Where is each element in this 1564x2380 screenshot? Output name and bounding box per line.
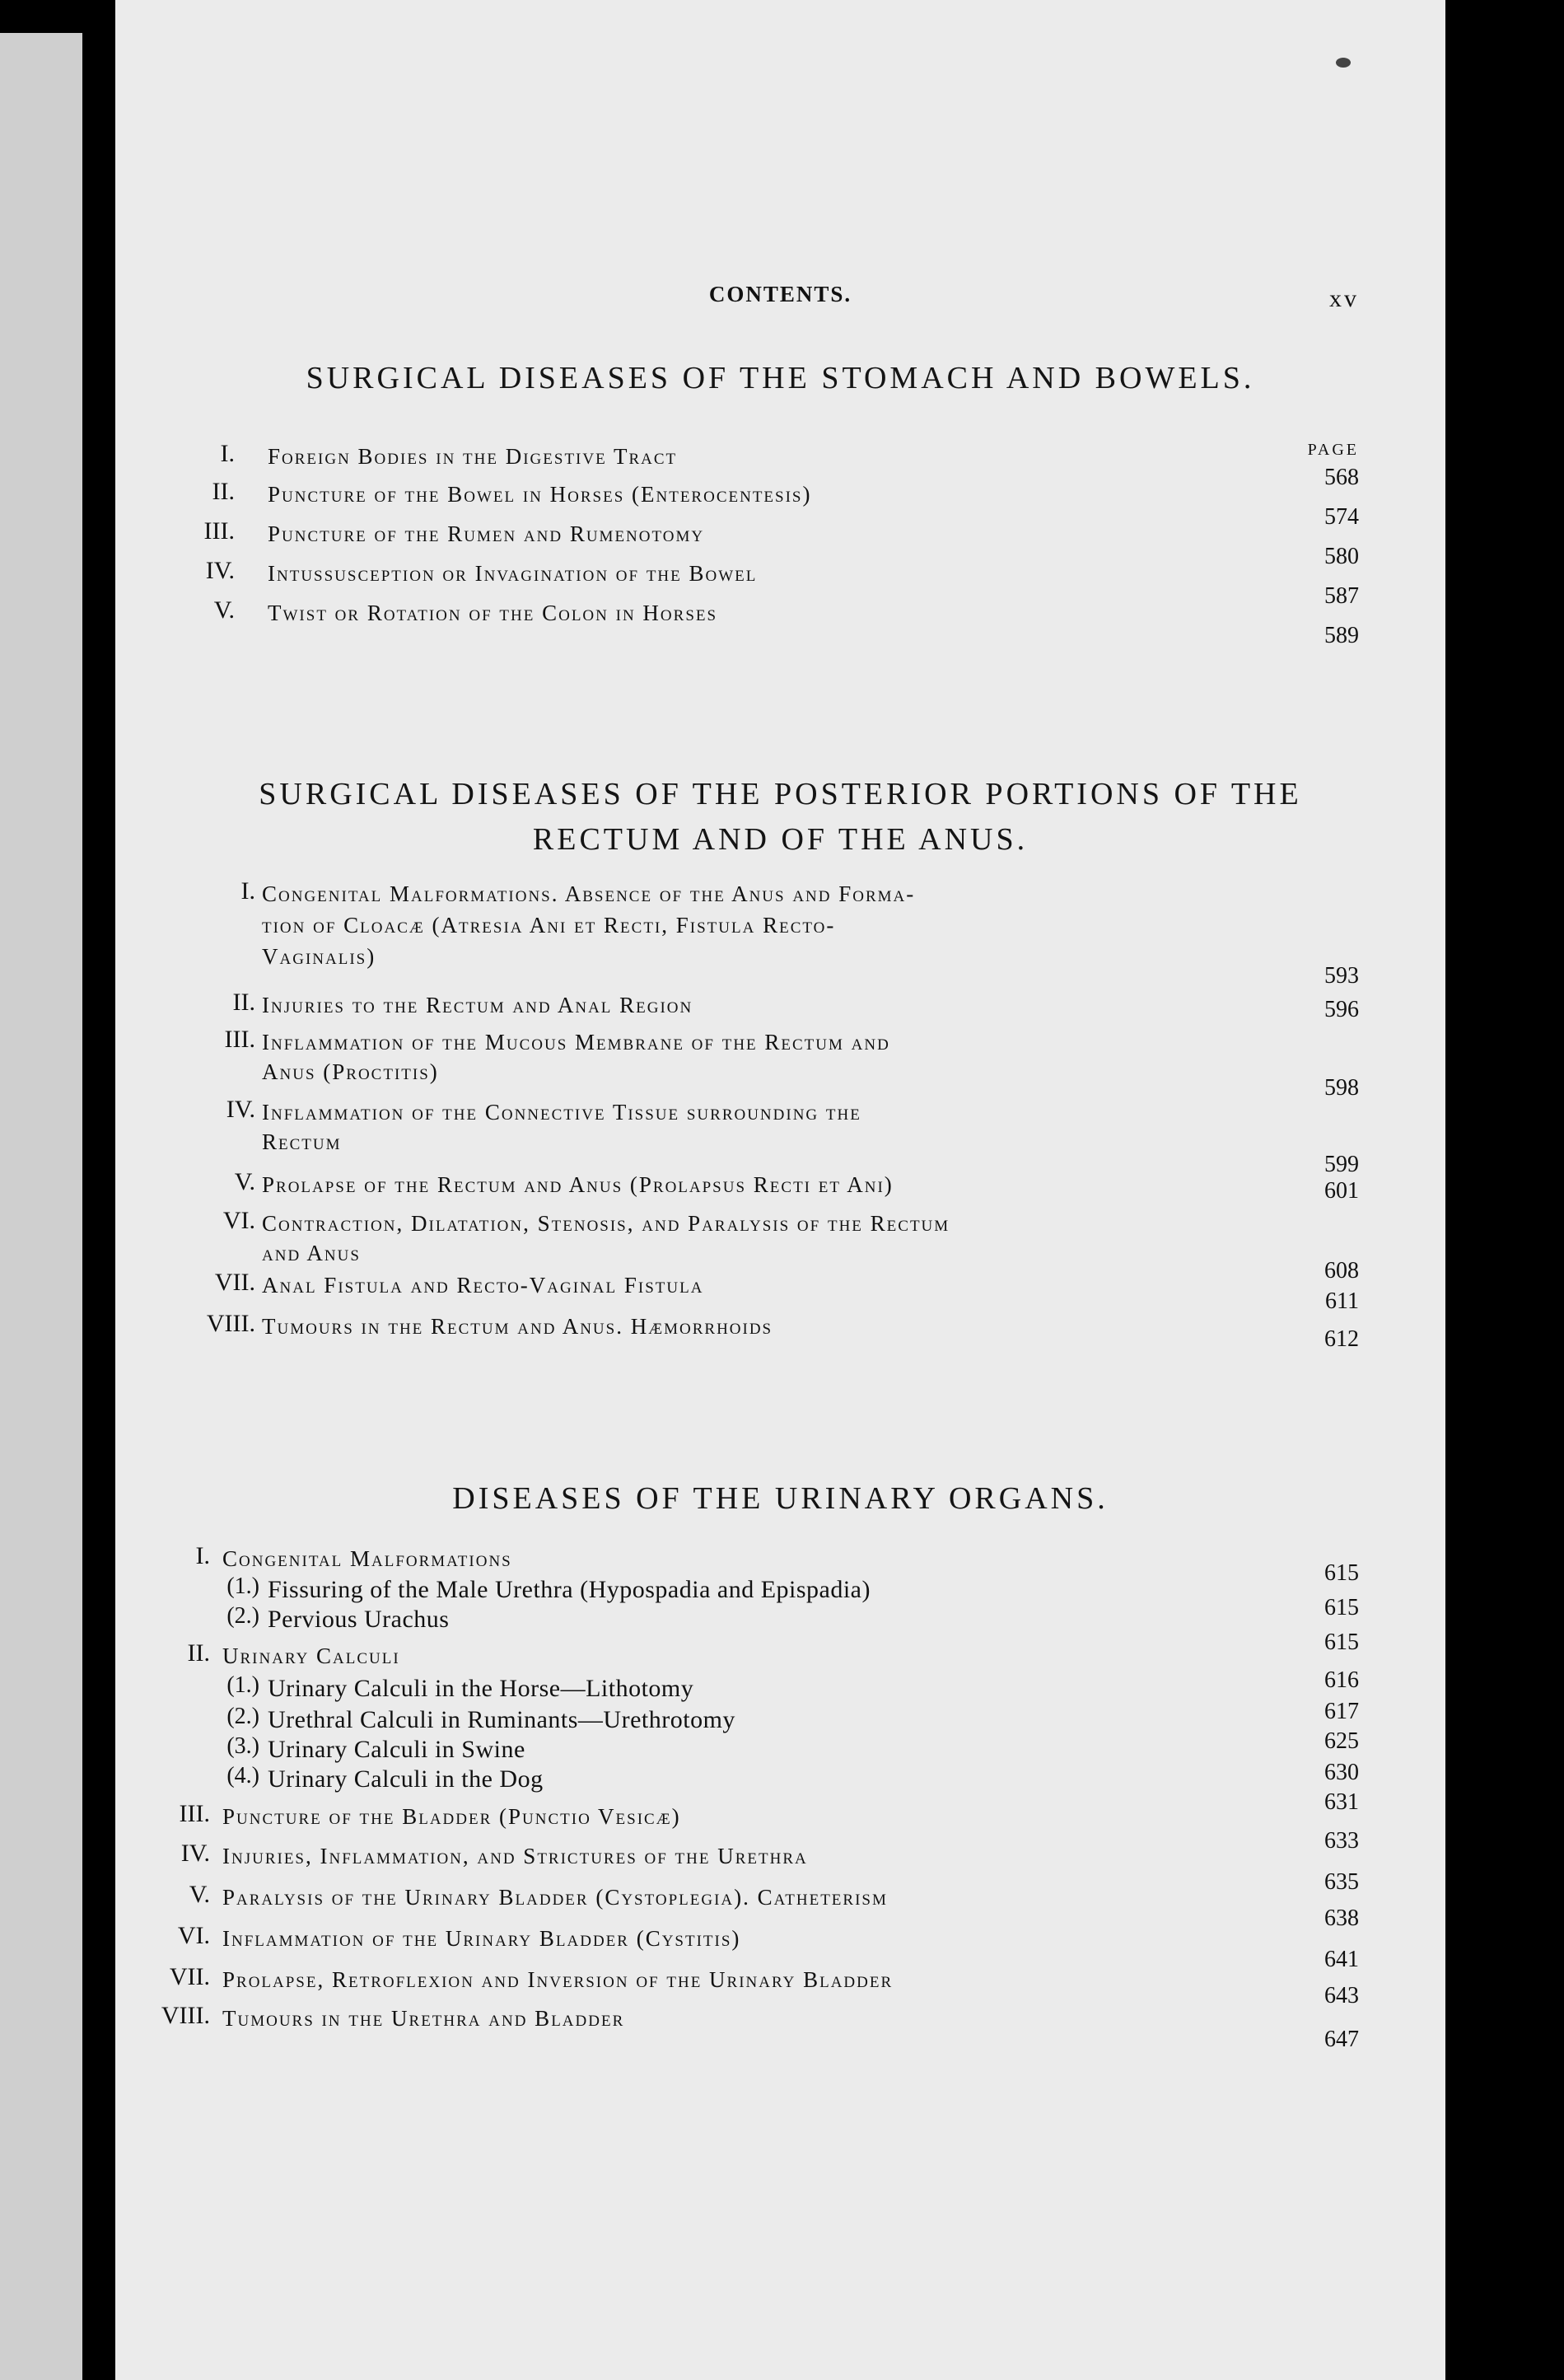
entry-title: Inflammation of the Connective Tissue surrounding the (262, 1100, 861, 1125)
entry-number: I. (240, 877, 255, 905)
entry-page: 611 (1325, 1288, 1359, 1314)
entry-number: VIII. (206, 1310, 255, 1337)
entry-page: 574 (1324, 504, 1359, 530)
entry-title: Fissuring of the Male Urethra (Hypospadia and Epispadia) (268, 1576, 871, 1603)
entry-title-continued: Rectum (262, 1129, 342, 1154)
entry-number: IV. (180, 1840, 210, 1867)
entry-page: 568 (1324, 465, 1359, 490)
entry-title: Puncture of the Bowel in Horses (Enterocentesis) (268, 482, 812, 507)
running-header (115, 282, 1445, 323)
entry-title: Inflammation of the Mucous Membrane of the Rectum and (262, 1030, 890, 1054)
entry-page: 633 (1324, 1828, 1359, 1854)
entry-page: 641 (1324, 1947, 1359, 1972)
entry-title: Congenital Malformations (222, 1546, 512, 1571)
entry-number: V. (234, 1168, 255, 1195)
entry-number: IV. (226, 1096, 255, 1123)
running-title: CONTENTS. (708, 282, 852, 306)
facing-page-edge (0, 33, 82, 2380)
entry-page: 608 (1324, 1258, 1359, 1284)
entry-page: 587 (1324, 583, 1359, 609)
entry-title: Contraction, Dilatation, Stenosis, and Paralysis of the Rectum (262, 1211, 950, 1236)
section-title-urinary: DISEASES OF THE URINARY ORGANS. (452, 1481, 1109, 1516)
entry-number: I. (220, 440, 235, 467)
entry-page: 617 (1324, 1699, 1359, 1724)
section-title-rectum-anus: SURGICAL DISEASES OF THE POSTERIOR PORTIONS OF THE (259, 777, 1302, 811)
entry-title: Urinary Calculi in the Dog (268, 1765, 544, 1793)
entry-page: 616 (1324, 1667, 1359, 1693)
contents-page (115, 0, 1445, 2380)
entry-number: (2.) (226, 1603, 259, 1629)
entry-page: 596 (1324, 997, 1359, 1022)
entry-title: Urinary Calculi in Swine (268, 1736, 525, 1763)
entry-page: 615 (1324, 1630, 1359, 1655)
entry-page: 631 (1324, 1789, 1359, 1815)
book-gutter (82, 0, 115, 2380)
entry-title: Paralysis of the Urinary Bladder (Cystoplegia). Catheterism (222, 1885, 888, 1910)
entry-number: (3.) (226, 1733, 259, 1759)
entry-page: 635 (1324, 1869, 1359, 1895)
entry-page: 599 (1324, 1152, 1359, 1177)
entry-page: 593 (1324, 963, 1359, 989)
entry-page: 580 (1324, 544, 1359, 569)
entry-page: 643 (1324, 1983, 1359, 2008)
entry-title-continued: and Anus (262, 1241, 361, 1265)
entry-title: Tumours in the Rectum and Anus. Hæmorrhoids (262, 1314, 773, 1339)
entry-number: III. (179, 1800, 210, 1827)
entry-page: 630 (1324, 1760, 1359, 1785)
entry-page: 647 (1324, 2027, 1359, 2052)
entry-page: 638 (1324, 1905, 1359, 1931)
entry-page: 612 (1324, 1326, 1359, 1352)
entry-title: Urethral Calculi in Ruminants—Urethrotomy (268, 1706, 735, 1733)
entry-number: I. (195, 1542, 210, 1569)
entry-title: Puncture of the Bladder (Punctio Vesicæ) (222, 1804, 681, 1829)
entry-number: (1.) (226, 1672, 259, 1698)
entry-title-continued: Vaginalis) (262, 944, 376, 969)
entry-number: VIII. (161, 2002, 210, 2029)
entry-page: 625 (1324, 1728, 1359, 1754)
entry-page: 615 (1324, 1595, 1359, 1620)
entry-number: II. (232, 989, 255, 1016)
entry-title: Puncture of the Rumen and Rumenotomy (268, 521, 705, 546)
entry-title: Intussusception or Invagination of the Bowel (268, 561, 758, 586)
entry-title: Twist or Rotation of the Colon in Horses (268, 601, 718, 625)
entry-number: VII. (214, 1269, 255, 1296)
entry-title: Pervious Urachus (268, 1606, 450, 1633)
entry-page: 601 (1324, 1178, 1359, 1204)
entry-number: V. (189, 1881, 210, 1908)
entry-title: Prolapse, Retroflexion and Inversion of the Urinary Bladder (222, 1967, 894, 1992)
entry-number: (2.) (226, 1704, 259, 1729)
entry-page: 589 (1324, 623, 1359, 648)
entry-page: 598 (1324, 1075, 1359, 1101)
section-title-stomach-bowels: SURGICAL DISEASES OF THE STOMACH AND BOWELS. (306, 361, 1255, 395)
entry-number: IV. (205, 557, 235, 584)
page-column-label: PAGE (1307, 441, 1359, 459)
entry-title: Injuries, Inflammation, and Strictures of the Urethra (222, 1844, 808, 1868)
entry-number: VII. (169, 1963, 210, 1990)
entry-number: (1.) (226, 1573, 259, 1599)
entry-number: II. (187, 1639, 210, 1667)
entry-number: III. (203, 517, 235, 545)
entry-number: V. (213, 596, 235, 624)
entry-title-continued: Anus (Proctitis) (262, 1059, 439, 1084)
entry-number: (4.) (226, 1763, 259, 1789)
entry-title: Tumours in the Urethra and Bladder (222, 2006, 625, 2031)
entry-number: VI. (177, 1922, 210, 1949)
entry-title: Foreign Bodies in the Digestive Tract (268, 444, 678, 469)
entry-title: Urinary Calculi in the Horse—Lithotomy (268, 1675, 694, 1702)
entry-title: Anal Fistula and Recto-Vaginal Fistula (262, 1273, 704, 1298)
entry-page: 615 (1324, 1560, 1359, 1586)
entry-title: Congenital Malformations. Absence of the Anus and Forma- (262, 881, 916, 906)
ink-smudge (1336, 58, 1351, 68)
entry-title: Inflammation of the Urinary Bladder (Cystitis) (222, 1926, 741, 1951)
entry-title: Injuries to the Rectum and Anal Region (262, 993, 693, 1017)
entry-number: III. (224, 1026, 255, 1053)
section-title-rectum-anus-line2: RECTUM AND OF THE ANUS. (532, 822, 1029, 857)
entry-title: Urinary Calculi (222, 1644, 400, 1668)
entry-title-continued: tion of Cloacæ (Atresia Ani et Recti, Fistula Recto- (262, 913, 836, 938)
entry-number: II. (212, 478, 235, 505)
entry-number: VI. (222, 1207, 255, 1234)
page-number: xv (1329, 285, 1359, 312)
entry-title: Prolapse of the Rectum and Anus (Prolapsus Recti et Ani) (262, 1172, 894, 1197)
